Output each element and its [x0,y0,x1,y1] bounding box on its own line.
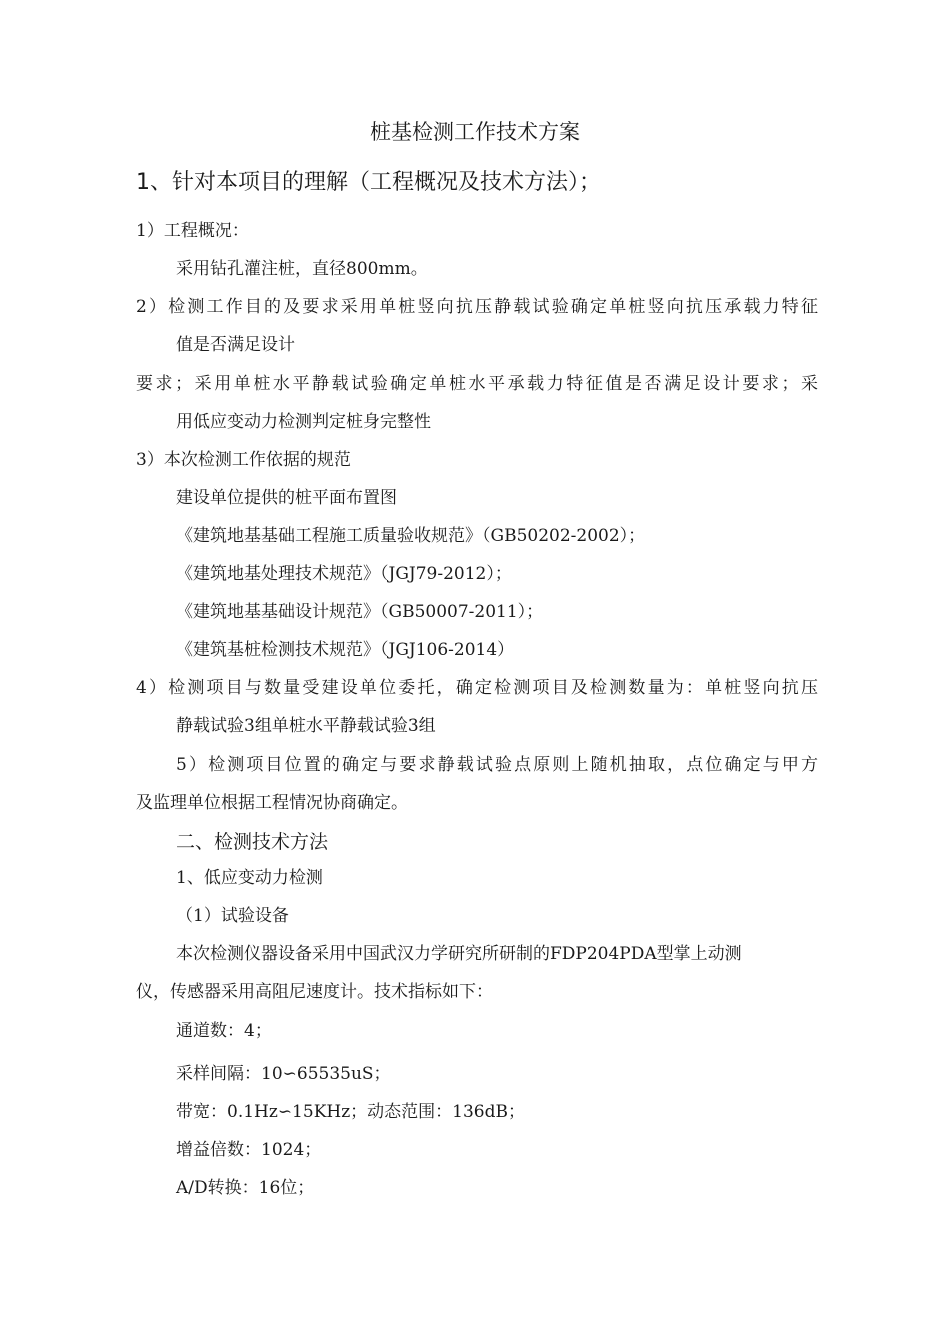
standard-gb50007: 《建筑地基基础设计规范》（GB50007-2011）； [176,602,544,622]
item-2-text-line3: 要求；采用单桩水平静载试验确定单桩水平承载力特征值是否满足设计要求；采 [136,374,818,394]
document-title: 桩基检测工作技术方案 [370,120,580,144]
spec-sampling-interval: 采样间隔：10∽65535uS； [176,1064,391,1084]
spec-channels: 通道数：4； [176,1021,272,1041]
item-4-text-line1: 4）检测项目与数量受建设单位委托，确定检测项目及检测数量为：单桩竖向抗压 [136,678,818,698]
item-2-text-line2: 值是否满足设计 [176,335,295,355]
item-2-text-line4: 用低应变动力检测判定桩身完整性 [176,412,431,432]
item-5-text-line2: 及监理单位根据工程情况协商确定。 [136,793,408,813]
section-1-heading: 1、针对本项目的理解（工程概况及技术方法）； [136,170,601,195]
item-4-text-line2: 静载试验3组单桩水平静载试验3组 [176,716,436,736]
spec-gain: 增益倍数：1024； [176,1140,322,1160]
equipment-text-line2: 仪，传感器采用高阻尼速度计。技术指标如下： [136,982,493,1002]
spec-bandwidth: 带宽：0.1Hz∽15KHz；动态范围：136dB； [176,1102,525,1122]
item-5-text-line1: 5）检测项目位置的确定与要求静载试验点原则上随机抽取，点位确定与甲方 [176,755,818,775]
item-2-text-line1: 2）检测工作目的及要求采用单桩竖向抗压静载试验确定单桩竖向抗压承载力特征 [136,297,818,317]
item-3-label: 3）本次检测工作依据的规范 [136,450,351,470]
section-2-heading: 二、检测技术方法 [176,831,329,853]
equipment-text-line1: 本次检测仪器设备采用中国武汉力学研究所研制的FDP204PDA型掌上动测 [176,944,742,964]
standard-gb50202: 《建筑地基基础工程施工质量验收规范》（GB50202-2002）； [176,526,646,546]
item-1-label: 1）工程概况： [136,221,249,241]
standard-jgj79: 《建筑地基处理技术规范》（JGJ79-2012）； [176,564,512,584]
standard-jgj106: 《建筑基桩检测技术规范》（JGJ106-2014） [176,640,515,660]
spec-ad-conversion: A/D转换：16位； [176,1178,315,1198]
equipment-heading: （1）试验设备 [176,906,289,926]
item-3-basis: 建设单位提供的桩平面布置图 [176,488,397,508]
method-1-heading: 1、低应变动力检测 [176,868,323,888]
item-1-text: 采用钻孔灌注桩，直径800mm。 [176,259,428,279]
